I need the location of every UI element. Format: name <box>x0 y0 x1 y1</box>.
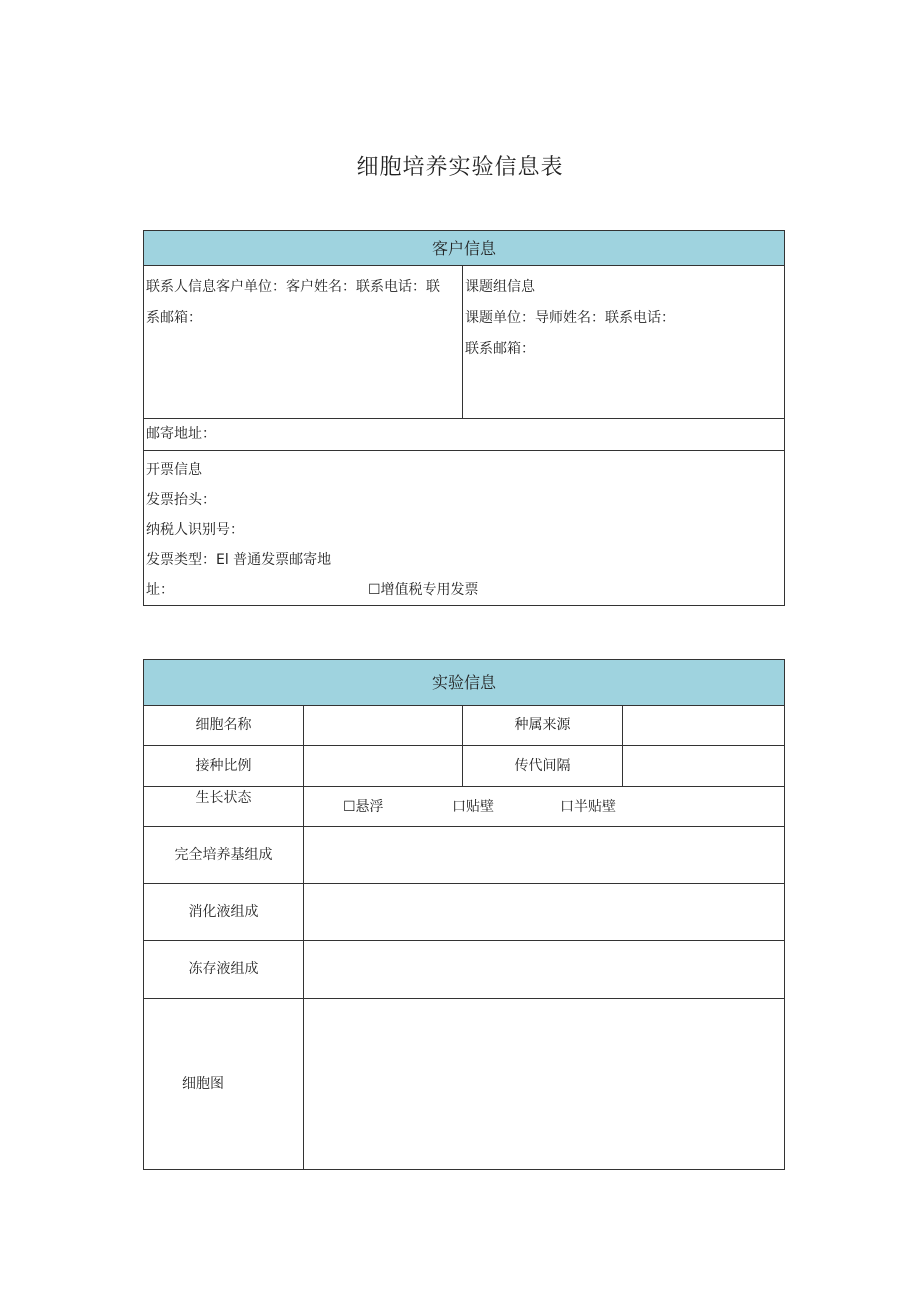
growth-state-label: 生长状态 <box>144 787 304 827</box>
medium-composition-label: 完全培养基组成 <box>144 827 304 884</box>
digestion-solution-input[interactable] <box>304 884 785 941</box>
research-group-title: 课题组信息 <box>465 279 535 295</box>
semi-adherent-checkbox[interactable]: 口半贴壁 <box>560 799 616 815</box>
seeding-ratio-label: 接种比例 <box>144 746 304 787</box>
freezing-solution-input[interactable] <box>304 941 785 999</box>
cell-image-label: 细胞图 <box>144 999 304 1170</box>
vat-invoice-checkbox[interactable]: ☐增值税专用发票 <box>368 582 479 598</box>
adherent-checkbox[interactable]: 口贴壁 <box>452 799 494 815</box>
mail-address-cell[interactable] <box>144 419 785 451</box>
research-group-line1: 课题单位：导师姓名：联系电话： <box>465 310 675 326</box>
research-group-line2: 联系邮箱： <box>465 341 535 357</box>
contact-info-cell[interactable] <box>144 266 463 419</box>
experiment-info-header: 实验信息 <box>144 660 785 706</box>
address-continued-label: 址： <box>146 582 174 598</box>
seeding-ratio-input[interactable] <box>304 746 463 787</box>
suspension-checkbox[interactable]: ☐悬浮 <box>343 799 384 815</box>
freezing-solution-label: 冻存液组成 <box>144 941 304 999</box>
taxpayer-id-label: 纳税人识别号： <box>146 522 244 538</box>
experiment-info-table <box>143 659 785 1170</box>
invoice-type-label: 发票类型：El 普通发票邮寄地 <box>146 552 332 568</box>
mail-address-label: 邮寄地址： <box>146 426 216 442</box>
customer-info-header: 客户信息 <box>144 231 785 266</box>
digestion-solution-label: 消化液组成 <box>144 884 304 941</box>
medium-composition-input[interactable] <box>304 827 785 884</box>
passage-interval-label: 传代间隔 <box>463 746 623 787</box>
passage-interval-input[interactable] <box>623 746 785 787</box>
cell-name-label: 细胞名称 <box>144 706 304 746</box>
customer-info-table <box>143 230 785 606</box>
cell-image-area[interactable] <box>304 999 785 1170</box>
cell-name-input[interactable] <box>304 706 463 746</box>
species-source-input[interactable] <box>623 706 785 746</box>
growth-state-options <box>304 787 785 827</box>
invoice-header-label: 发票抬头： <box>146 492 216 508</box>
invoice-info-cell[interactable] <box>144 451 785 606</box>
research-group-cell[interactable] <box>463 266 785 419</box>
contact-info-line1: 联系人信息客户单位：客户姓名：联系电话：联 <box>146 279 440 295</box>
invoice-info-title: 开票信息 <box>146 462 202 478</box>
page-title: 细胞培养实验信息表 <box>356 155 564 180</box>
contact-info-line2: 系邮箱： <box>146 310 202 326</box>
species-source-label: 种属来源 <box>463 706 623 746</box>
